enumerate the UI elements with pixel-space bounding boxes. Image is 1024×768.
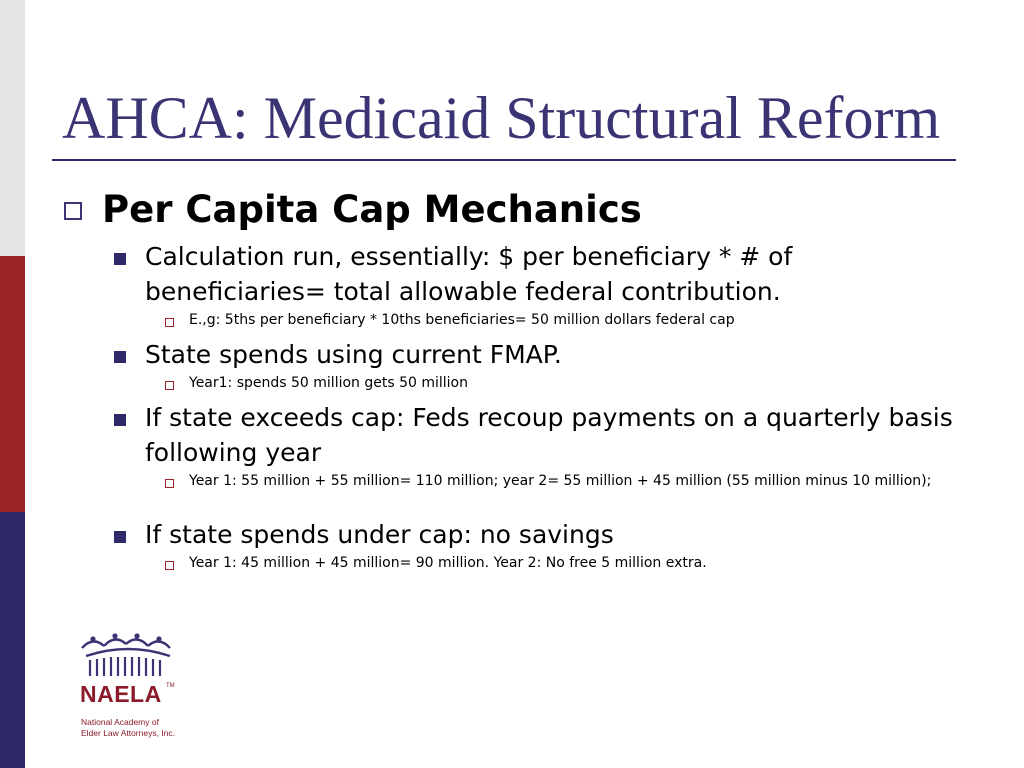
- sub-bullet-icon: [165, 479, 174, 488]
- square-bullet-icon: [64, 202, 82, 220]
- bullet-icon: [114, 531, 126, 543]
- sub-bullet-text: Year 1: 45 million + 45 million= 90 million. Year 2: No free 5 million extra.: [189, 555, 707, 571]
- sub-bullet-icon: [165, 561, 174, 570]
- sub-bullet-icon: [165, 318, 174, 327]
- sub-bullet-text: Year 1: 55 million + 55 million= 110 million; year 2= 55 million + 45 million (55 million minus 10 million);: [189, 473, 932, 489]
- bullet-text: Calculation run, essentially: $ per beneficiary * # of beneficiaries= total allowable federal contribution.: [145, 242, 793, 306]
- naela-logo: [72, 630, 192, 745]
- sidebar-red-band: [0, 256, 25, 512]
- logo-subtitle-line: National Academy of: [81, 717, 159, 727]
- sub-bullet-text: E.,g: 5ths per beneficiary * 10ths beneficiaries= 50 million dollars federal cap: [189, 312, 735, 328]
- bullet-icon: [114, 351, 126, 363]
- naela-arches-icon: [78, 630, 178, 680]
- bullet-icon: [114, 414, 126, 426]
- bullet-text: State spends using current FMAP.: [145, 340, 562, 369]
- sidebar-gray-band: [0, 0, 25, 256]
- bullet-text: If state spends under cap: no savings: [145, 520, 614, 549]
- logo-subtitle-line: Elder Law Attorneys, Inc.: [81, 728, 176, 738]
- sub-bullet-icon: [165, 381, 174, 390]
- logo-subtitle: [81, 717, 191, 739]
- sub-bullet-text: Year1: spends 50 million gets 50 million: [189, 375, 468, 391]
- section-heading: Per Capita Cap Mechanics: [102, 188, 642, 231]
- bullet-icon: [114, 253, 126, 265]
- sidebar-navy-band: [0, 512, 25, 768]
- bullet-text: If state exceeds cap: Feds recoup payments on a quarterly basis following year: [145, 403, 953, 467]
- title-divider: [52, 159, 956, 161]
- slide-title: AHCA: Medicaid Structural Reform: [62, 85, 941, 151]
- logo-wordmark: NAELA: [80, 681, 162, 707]
- logo-trademark: TM: [166, 683, 175, 689]
